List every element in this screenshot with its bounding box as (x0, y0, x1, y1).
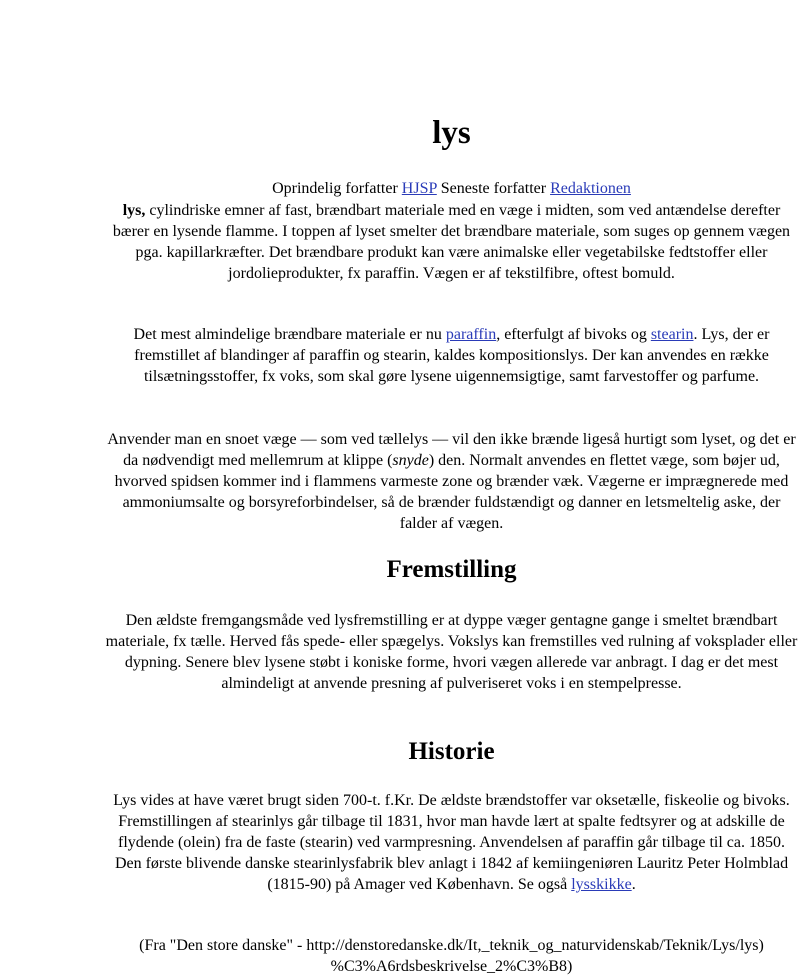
latest-author-label: Seneste forfatter (440, 180, 547, 197)
heading-fremstilling: Fremstilling (386, 556, 517, 583)
source-line-2: %C3%A6rdsbeskrivelse_2%C3%B8) (330, 958, 573, 975)
paraffin-link[interactable]: paraffin (445, 326, 497, 343)
intro-term: lys, (122, 202, 146, 219)
para2-text-2: , efterfulgt af bivoks og (496, 326, 651, 343)
page-title: lys (432, 115, 471, 151)
latest-author-link[interactable]: Redaktionen (550, 180, 631, 197)
paraffin-paragraph (104, 324, 799, 387)
para5-text-1: Lys vides at have været brugt siden 700-t. f.Kr. De ældste brændstoffer var oksetælle, fiskeolie og bivoks. Fremstillingen af stearinlys går tilbage til 1831, hvor man havde lært at spalte fedtsyrer og at adskille de flydende (olein) fra de faste (stearin) ved varmpresning. Anvendelsen af paraffin går tilbage til ca. 1850. Den første blivende danske stearinlysfabrik blev anlagt i 1842 af kemiingeniøren Lauritz Peter Holmblad (1815-90) på Amager ved København. Se også (113, 792, 790, 893)
para3-text-2: ) den. Normalt anvendes en flettet væge, som bøjer ud, hvorved spidsen kommer ind i flammens varmeste zone og brænder væk. Vægerne er imprægnerede med ammoniumsalte og borsyreforbindelser, så de brænder fuldstændigt og danner en letsmeltelig aske, der falder af vægen. (114, 452, 789, 532)
heading-historie: Historie (408, 738, 495, 765)
stearin-link[interactable]: stearin (650, 326, 694, 343)
historie-paragraph (104, 790, 799, 895)
para2-text-1: Det mest almindelige brændbare materiale er nu (133, 326, 446, 343)
source-citation (104, 935, 799, 977)
fremstilling-paragraph: Den ældste fremgangsmåde ved lysfremstilling er at dyppe væger gentagne gange i smeltet brændbart materiale, fx tælle. Herved fås spede- eller spægelys. Vokslys kan fremstilles ved rulning af voksplader eller dypning. Senere blev lysene støbt i koniske forme, hvori vægen allerede var anbragt. I dag er det mest almindeligt at anvende presning af pulveriseret voks i en stempelpresse. (105, 612, 798, 692)
wick-paragraph (104, 429, 799, 534)
source-line-1: (Fra "Den store danske" - http://denstoredanske.dk/It,_teknik_og_naturvidenskab/Teknik/Lys/lys) (139, 937, 764, 954)
lysskikke-link[interactable]: lysskikke (571, 876, 632, 893)
para3-text-1: Anvender man en snoet væge — som ved tællelys — vil den ikke brænde ligeså hurtigt som lyset, og det er da nødvendigt med mellemrum at klippe ( (107, 431, 796, 469)
intro-paragraph (104, 200, 799, 284)
orig-author-label: Oprindelig forfatter (272, 180, 398, 197)
snyde-emphasis: snyde (392, 452, 429, 469)
orig-author-link[interactable]: HJSP (401, 180, 437, 197)
para2-text-3: . Lys, der er fremstillet af blandinger af paraffin og stearin, kaldes kompositionslys. Der kan anvendes en række tilsætningsstoffer, fx voks, som skal gøre lysene uigennemsigtige, samt farvestoffer og parfume. (134, 326, 770, 385)
para5-text-2: . (631, 876, 636, 893)
intro-text: cylindriske emner af fast, brændbart materiale med en væge i midten, som ved antændelse derefter bærer en lysende flamme. I toppen af lyset smelter det brændbare materiale, som suges op gennem vægen pga. kapillarkræfter. Det brændbare produkt kan være animalske eller vegetabilske fedtstoffer eller jordolieprodukter, fx paraffin. Vægen er af tekstilfibre, oftest bomuld. (112, 202, 791, 282)
byline (104, 178, 799, 199)
